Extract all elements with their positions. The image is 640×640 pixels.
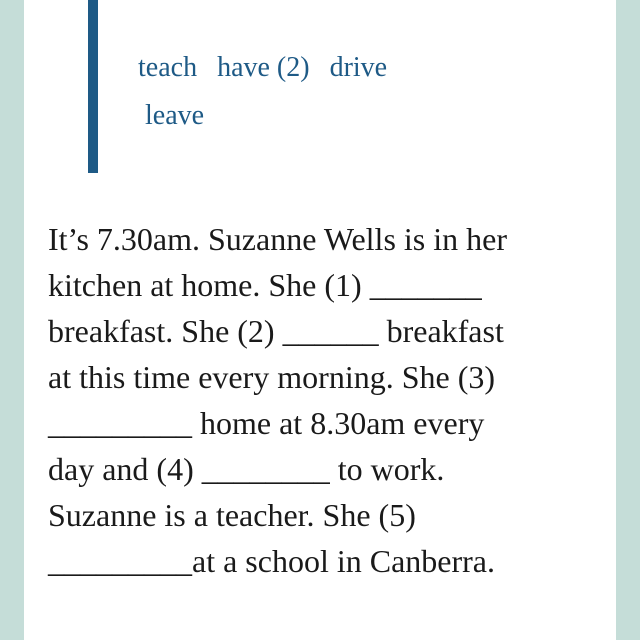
word-bank-item-leave: leave <box>145 100 205 131</box>
passage-line: breakfast. She (2) ______ breakfast <box>48 313 504 349</box>
worksheet-page <box>24 0 616 640</box>
word-bank <box>138 44 498 140</box>
word-bank-item-have: have (2) <box>217 52 310 83</box>
passage-line: Suzanne is a teacher. She (5) <box>48 497 416 533</box>
passage-line: day and (4) ________ to work. <box>48 451 445 487</box>
exercise-passage <box>48 216 598 584</box>
passage-line: _________at a school in Canberra. <box>48 543 495 579</box>
word-bank-box <box>88 0 518 173</box>
word-bank-item-teach: teach <box>138 52 198 83</box>
word-bank-item-drive: drive <box>329 52 388 83</box>
passage-line: _________ home at 8.30am every <box>48 405 485 441</box>
passage-line: kitchen at home. She (1) _______ <box>48 267 482 303</box>
passage-line: It’s 7.30am. Suzanne Wells is in her <box>48 221 507 257</box>
passage-line: at this time every morning. She (3) <box>48 359 496 395</box>
